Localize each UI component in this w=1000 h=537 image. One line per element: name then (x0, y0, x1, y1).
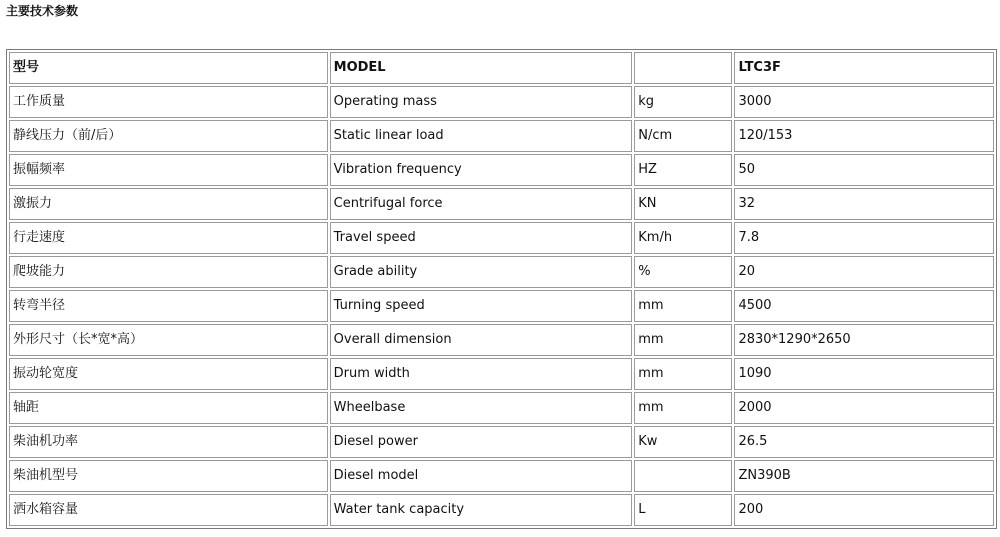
row-cn-cell: 爬坡能力 (9, 256, 328, 288)
table-header-row (9, 52, 994, 84)
row-value-cell: 32 (734, 188, 994, 220)
row-cn-cell: 激振力 (9, 188, 328, 220)
row-en-cell: Drum width (330, 358, 633, 390)
row-unit-cell: Kw (634, 426, 732, 458)
row-en-cell: Vibration frequency (330, 154, 633, 186)
table-row (9, 392, 994, 424)
row-cn-cell: 轴距 (9, 392, 328, 424)
row-en-cell: Wheelbase (330, 392, 633, 424)
table-row (9, 222, 994, 254)
row-en-cell: Grade ability (330, 256, 633, 288)
row-value-cell: 200 (734, 494, 994, 526)
row-value-cell: 3000 (734, 86, 994, 118)
row-unit-cell: HZ (634, 154, 732, 186)
row-value-cell: 120/153 (734, 120, 994, 152)
row-unit-cell: KN (634, 188, 732, 220)
row-cn-cell: 转弯半径 (9, 290, 328, 322)
table-row (9, 256, 994, 288)
table-row (9, 86, 994, 118)
row-value-cell: 2830*1290*2650 (734, 324, 994, 356)
row-en-cell: Overall dimension (330, 324, 633, 356)
row-unit-cell: Km/h (634, 222, 732, 254)
row-cn-cell: 柴油机功率 (9, 426, 328, 458)
row-value-cell: 26.5 (734, 426, 994, 458)
row-unit-cell: kg (634, 86, 732, 118)
row-en-cell: Static linear load (330, 120, 633, 152)
row-unit-cell: % (634, 256, 732, 288)
row-en-cell: Turning speed (330, 290, 633, 322)
row-value-cell: 50 (734, 154, 994, 186)
header-cn-cell: 型号 (9, 52, 328, 84)
row-cn-cell: 静线压力（前/后） (9, 120, 328, 152)
row-unit-cell: mm (634, 392, 732, 424)
header-value-cell: LTC3F (734, 52, 994, 84)
row-cn-cell: 振幅频率 (9, 154, 328, 186)
row-en-cell: Operating mass (330, 86, 633, 118)
row-cn-cell: 柴油机型号 (9, 460, 328, 492)
table-row (9, 188, 994, 220)
row-value-cell: 7.8 (734, 222, 994, 254)
table-row (9, 290, 994, 322)
row-unit-cell: mm (634, 324, 732, 356)
row-value-cell: 1090 (734, 358, 994, 390)
row-en-cell: Water tank capacity (330, 494, 633, 526)
row-cn-cell: 外形尺寸（长*宽*高） (9, 324, 328, 356)
row-value-cell: 2000 (734, 392, 994, 424)
row-cn-cell: 洒水箱容量 (9, 494, 328, 526)
row-en-cell: Travel speed (330, 222, 633, 254)
row-value-cell: ZN390B (734, 460, 994, 492)
table-row (9, 460, 994, 492)
spec-table (6, 49, 997, 529)
table-row (9, 120, 994, 152)
row-en-cell: Centrifugal force (330, 188, 633, 220)
row-en-cell: Diesel model (330, 460, 633, 492)
row-unit-cell: mm (634, 290, 732, 322)
table-row (9, 494, 994, 526)
table-row (9, 324, 994, 356)
row-en-cell: Diesel power (330, 426, 633, 458)
row-unit-cell: L (634, 494, 732, 526)
header-unit-cell (634, 52, 732, 84)
table-row (9, 154, 994, 186)
table-row (9, 358, 994, 390)
header-en-cell: MODEL (330, 52, 633, 84)
row-unit-cell (634, 460, 732, 492)
row-cn-cell: 工作质量 (9, 86, 328, 118)
row-value-cell: 4500 (734, 290, 994, 322)
row-value-cell: 20 (734, 256, 994, 288)
row-unit-cell: N/cm (634, 120, 732, 152)
page-title: 主要技术参数 (6, 4, 79, 18)
table-row (9, 426, 994, 458)
row-cn-cell: 振动轮宽度 (9, 358, 328, 390)
row-unit-cell: mm (634, 358, 732, 390)
row-cn-cell: 行走速度 (9, 222, 328, 254)
